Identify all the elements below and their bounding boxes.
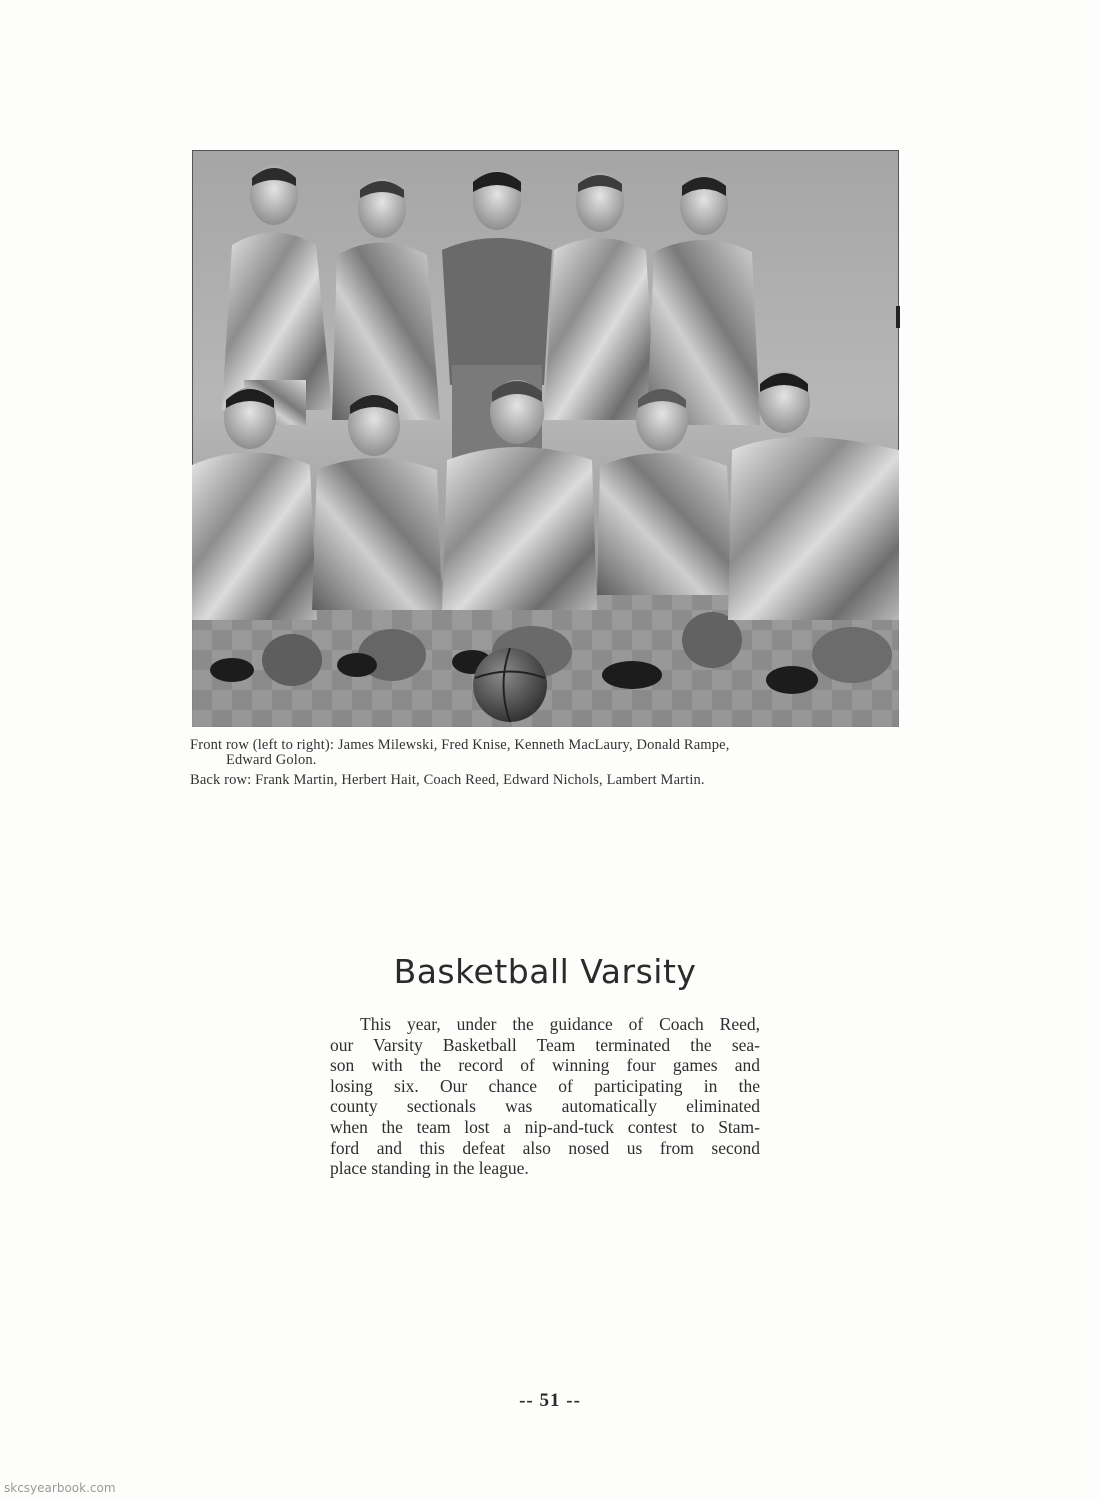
- page-title: Basketball Varsity: [393, 952, 697, 991]
- paragraph-line: This year, under the guidance of Coach Reed,: [360, 1014, 760, 1034]
- team-photo: [192, 150, 899, 727]
- scan-edge-mark: [896, 306, 900, 328]
- site-watermark: skcsyearbook.com: [4, 1481, 116, 1495]
- paragraph-line: when the team lost a nip-and-tuck contest to Stam-: [330, 1116, 760, 1137]
- caption-front-row-continued: Edward Golon.: [226, 752, 317, 768]
- paragraph-line: ford and this defeat also nosed us from second: [330, 1137, 760, 1158]
- article-paragraph: [330, 1014, 760, 1179]
- paragraph-line: son with the record of winning four games and: [330, 1055, 760, 1076]
- photo-caption: [190, 738, 902, 788]
- paragraph-line: place standing in the league.: [330, 1158, 529, 1179]
- paragraph-line: losing six. Our chance of participating in the: [330, 1075, 760, 1096]
- paragraph-line: our Varsity Basketball Team terminated the sea-: [330, 1034, 760, 1055]
- page-number: -- 51 --: [519, 1390, 581, 1411]
- caption-front-row: Front row (left to right): James Milewski, Fred Knise, Kenneth MacLaury, Donald Rampe,: [190, 737, 730, 753]
- paragraph-line: county sectionals was automatically eliminated: [330, 1096, 760, 1117]
- caption-back-row: Back row: Frank Martin, Herbert Hait, Coach Reed, Edward Nichols, Lambert Martin.: [190, 772, 705, 788]
